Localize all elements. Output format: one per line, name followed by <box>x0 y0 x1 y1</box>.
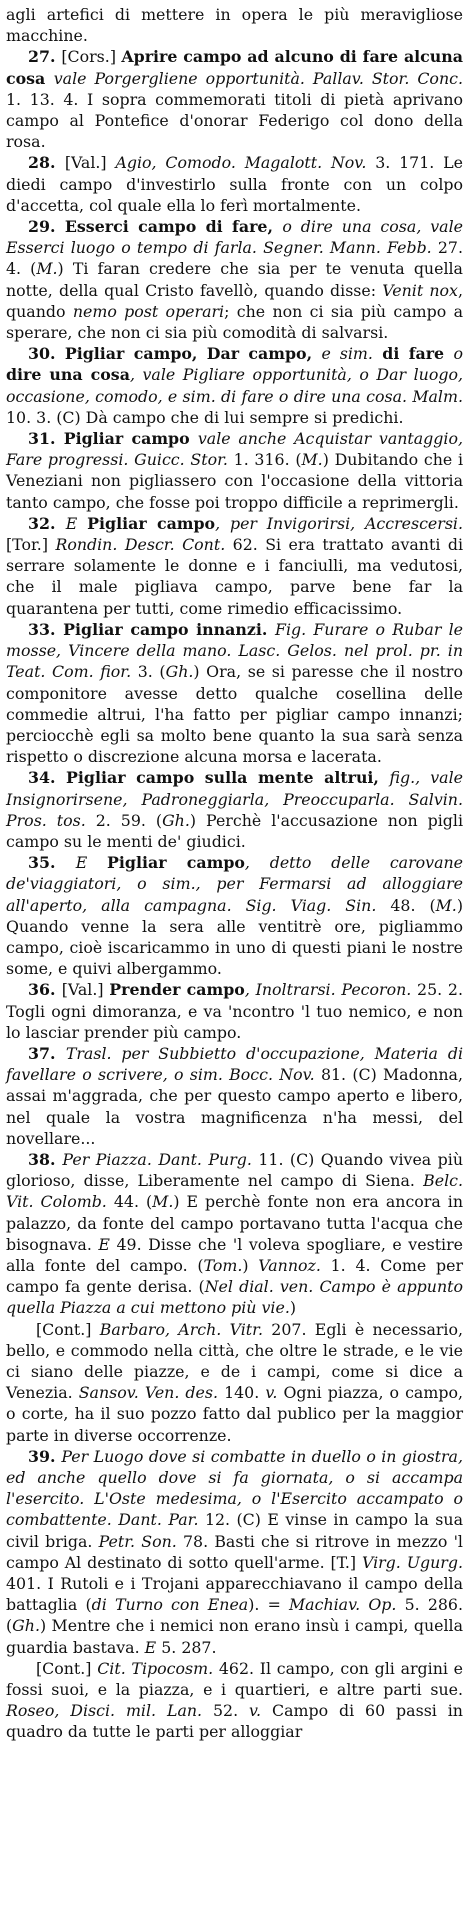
dictionary-entry-e38-cont <box>6 1319 463 1446</box>
entry-text: agli artefici di mettere in opera le più meravigliose macchine. <box>6 5 463 46</box>
entry-heading-text: dire una cosa <box>6 365 130 385</box>
entry-text: 81. (C) Madonna, assai m'aggrada, che per questo campo aperto e libero, nel quale la vostra magnificenza n'ha messi, del novellare... <box>6 1065 463 1148</box>
entry-italic-text: vale anche Acquistar vantaggio, Fare progressi. Guicc. Stor. <box>6 429 463 470</box>
entry-text: 10. 3. (C) Dà campo che di lui sempre si predichi. <box>6 407 404 427</box>
entry-heading-text: 33. <box>28 619 64 639</box>
entry-text: 207. Egli è necessario, bello, e commodo nella città, che oltre le strade, e le vie ci siano delle piazze, e de i campi, come si dice a Venezia. <box>6 1319 463 1403</box>
entry-heading-text: 28. <box>28 153 65 173</box>
dictionary-entry-e35 <box>6 852 463 979</box>
entry-italic-text: Nel dial. ven. Campo è appunto quella Piazza a cui mettono più vie. <box>6 1277 463 1318</box>
entry-text: [Tor.] <box>6 535 56 555</box>
entry-text: 5. 286. ( <box>6 1595 464 1636</box>
entry-text: 1. 316. ( <box>227 450 302 470</box>
entry-text: [Cont.] <box>36 1319 100 1339</box>
entry-italic-text: Gh. <box>165 662 194 682</box>
entry-heading-text: Esserci campo di fare, <box>64 217 283 237</box>
entry-italic-text: Roseo, Disci. mil. Lan. <box>6 1701 203 1721</box>
entry-text: 27. 4. ( <box>6 238 463 279</box>
entry-heading-text: Aprire campo ad alcuno di fare alcuna cosa <box>6 47 464 88</box>
entry-italic-text: , per Invigorirsi, Accrescersi. <box>215 513 464 533</box>
entry-text: 462. Il campo, con gli argini e fossi suoi, e la piazza, e i quartieri, e altre parti sue. <box>6 1658 463 1700</box>
entry-italic-text: vale Porgergliene opportunità. Pallav. Stor. Conc. <box>53 68 463 88</box>
entry-text: Campo di 60 passi in quadro da tutte le parti per alloggiar <box>6 1701 463 1742</box>
entry-heading-text: 36. <box>28 980 62 1000</box>
entry-italic-text: M. <box>301 450 323 470</box>
entry-italic-text: E <box>98 1234 110 1254</box>
entry-italic-text: Vannoz. <box>258 1255 321 1275</box>
entry-text: 401. I Rutoli e i Trojani apparecchiavano il campo della battaglia ( <box>6 1574 463 1615</box>
entry-heading-text: Pigliar campo <box>87 513 216 533</box>
entry-italic-text: M. <box>152 1192 174 1212</box>
entry-text: 49. Disse che 'l voleva spogliare, e vestire alla fonte del campo. ( <box>6 1234 463 1275</box>
entry-text: ) Mentre che i nemici non erano insù i campi, quella guardia bastava. <box>6 1616 463 1657</box>
entry-italic-text: di Turno con Enea <box>91 1595 249 1615</box>
entry-italic-text: Machiav. Op. <box>289 1595 397 1615</box>
entry-italic-text: Cit. Tipocosm. <box>97 1658 214 1678</box>
entry-italic-text: , Inoltrarsi. Pecoron. <box>244 980 412 1000</box>
entry-italic-text: fig., vale Insignorirsene, Padroneggiarla, Preoccuparla. Salvin. Pros. tos. <box>6 768 463 830</box>
dictionary-entry-e37 <box>6 1043 463 1149</box>
entry-italic-text: E <box>144 1637 157 1657</box>
entry-italic-text: Rondin. Descr. Cont. <box>55 535 226 555</box>
entry-italic-text: nemo post operari <box>72 301 225 321</box>
entry-heading-text: di fare <box>372 344 454 364</box>
entry-text: ) Ti faran credere che sia per te venuta quella notte, della qual Cristo favellò, quando disse: <box>6 259 463 300</box>
entry-text: ) Dubitando che i Veneziani non pigliassero con l'occasione della vittoria tanto campo, che fosse poi troppo difficile a reprimergli. <box>6 450 463 512</box>
entry-italic-text: Venit nox <box>382 280 458 300</box>
dictionary-entry-cont-26 <box>6 4 463 46</box>
dictionary-entry-e38 <box>6 1149 463 1319</box>
entry-text: ) Ora, se si paresse che il nostro componitore avesse detto qualche cosellina delle commedie altrui, l'ha fatto per pigliar campo innanzi; perciocchè egli sa molto bene quanto la sua sarà senza rispetto o discrezione alcuna morsa e lacerata. <box>6 662 463 767</box>
entry-heading-text: Pigliar campo sulla mente altrui, <box>66 768 390 788</box>
entry-heading-text: 39. <box>28 1446 62 1466</box>
entry-text: 140. <box>218 1383 266 1403</box>
entry-italic-text: Petr. Son. <box>98 1531 177 1551</box>
entry-heading-text: 27. <box>28 47 62 67</box>
dictionary-entry-e31 <box>6 428 463 513</box>
entry-italic-text: , detto delle carovane de'viaggiatori, o sim., per Fermarsi ad alloggiare all'aperto, alla campagna. Sig. Viag. Sin. <box>6 853 464 915</box>
entry-text: ) Perchè l'accusazione non pigli campo su le menti de' giudici. <box>6 810 463 851</box>
entry-text: 11. (C) Quando vivea più glorioso, disse, Liberamente nel campo di Siena. <box>6 1149 464 1191</box>
entry-italic-text: Belc. Vit. Colomb. <box>6 1171 463 1212</box>
entry-text: , quando <box>6 280 463 321</box>
dictionary-entry-e36 <box>6 979 463 1043</box>
entry-italic-text: v. <box>265 1383 278 1403</box>
entry-heading-text: 32. <box>28 513 66 533</box>
entry-text: 2. 59. ( <box>85 810 163 830</box>
entry-italic-text: Fig. Furare o Rubar le mosse, Vincere della mano. Lasc. Gelos. nel prol. pr. in Teat. Com. fior. <box>6 619 463 682</box>
entry-text: 12. (C) E vinse in campo la sua civil briga. <box>6 1510 463 1551</box>
entry-italic-text: Gh. <box>162 810 190 830</box>
entry-text: [Val.] <box>61 980 110 1000</box>
dictionary-entry-e39-cont <box>6 1658 463 1743</box>
entry-text: 5. 287. <box>156 1637 217 1657</box>
entry-text: 1. 13. 4. I sopra commemorati titoli di pietà aprivano campo al Pontefice d'onorar Federigo col dono della rosa. <box>6 89 463 152</box>
entry-heading-text: 29. <box>28 217 65 237</box>
entry-text: ) <box>242 1255 259 1275</box>
entry-text: ) E perchè fonte non era ancora in palazzo, da fonte del campo portavano tutta l'acqua che bisognava. <box>6 1192 463 1254</box>
entry-heading-text: Pigliar campo <box>107 853 245 873</box>
entry-text: 62. Si era trattato avanti di serrare solamente le donne e i fanciulli, ma vedutosi, che il male pigliava campo, parve bene far la quarantena per tutti, come rimedio efficacissimo. <box>6 535 463 618</box>
entry-text: ) Quando venne la sera alle ventitrè ore, pigliammo campo, cioè iscaricammo in uno di questi piani le nostre some, e quivi albergammo. <box>6 895 463 979</box>
entry-text: 48. ( <box>376 895 436 915</box>
entry-text: 78. Basti che si ritrove in mezzo 'l campo Al destinato di sotto quell'arme. [T.] <box>6 1531 463 1572</box>
entry-italic-text: Tom. <box>203 1255 243 1275</box>
entry-heading-text: 37. <box>28 1043 66 1063</box>
entry-italic-text: o dire una cosa <box>282 217 417 237</box>
entry-text: ). = <box>248 1595 289 1615</box>
entry-heading-text: 38. <box>28 1149 63 1169</box>
entry-text: Ogni piazza, o campo, o corte, ha il suo pozzo fatto dal publico per la maggior parte in diverse occorrenze. <box>6 1383 463 1445</box>
entry-heading-text: Pigliar campo, Dar campo, <box>64 344 322 364</box>
entry-italic-text: E <box>75 853 108 873</box>
entry-italic-text: Barbaro, Arch. Vitr. <box>99 1319 263 1339</box>
entry-italic-text: , vale Esserci luogo o tempo di farla. Segner. Mann. Febb. <box>6 217 464 258</box>
entry-text: 52. <box>202 1701 249 1721</box>
entry-heading-text: 31. <box>28 429 64 449</box>
dictionary-entry-e34 <box>6 767 463 852</box>
entry-text: 1. 4. Come per campo fa gente derisa. ( <box>6 1255 463 1297</box>
entry-italic-text: o <box>453 344 464 364</box>
entry-italic-text: , vale Pigliare opportunità, o Dar luogo, occasione, comodo, e sim. di fare o dire una cosa. Malm. <box>6 365 463 406</box>
dictionary-entry-e32 <box>6 513 463 619</box>
entry-text: 25. 2. Togli ogni dimoranza, e va 'ncontro 'l tuo nemico, e non lo lasciar prender più campo. <box>6 980 463 1042</box>
dictionary-entry-e30 <box>6 343 463 428</box>
entry-italic-text: Gh. <box>12 1616 40 1636</box>
entry-heading-text: 30. <box>28 344 65 364</box>
entry-heading-text: Pigliar campo innanzi. <box>63 619 275 639</box>
entry-italic-text: e sim. <box>321 344 373 364</box>
entry-italic-text: Virg. Ugurg. <box>361 1552 463 1572</box>
entry-text: ; che non ci sia più campo a sperare, che non ci sia più comodità di salvarsi. <box>6 301 463 343</box>
entry-italic-text: E <box>65 513 88 533</box>
entry-text: [Cont.] <box>36 1658 98 1678</box>
entry-italic-text: M. <box>36 259 58 279</box>
dictionary-entry-e29 <box>6 216 463 343</box>
dictionary-entry-e39 <box>6 1446 463 1658</box>
dictionary-entry-e27 <box>6 46 463 152</box>
entry-italic-text: v. <box>249 1701 262 1721</box>
dictionary-entry-e33 <box>6 619 463 767</box>
entry-text: [Val.] <box>64 153 116 173</box>
entry-italic-text: Trasl. per Subbietto d'occupazione, Materia di favellare o scrivere, o sim. Bocc. Nov. <box>6 1043 464 1085</box>
entry-text: 3. ( <box>131 662 166 682</box>
entry-heading-text: 34. <box>28 768 67 788</box>
dictionary-entry-e28 <box>6 152 463 216</box>
entry-italic-text: Sansov. Ven. des. <box>78 1383 219 1403</box>
entry-text: 3. 171. Le diedi campo d'investirlo sulla fronte con un colpo d'accetta, col quale ella lo ferì mortalmente. <box>6 153 463 215</box>
entry-heading-text: Pigliar campo <box>63 429 198 449</box>
entry-text: [Cors.] <box>61 47 122 67</box>
entry-italic-text: Per Luogo dove si combatte in duello o in giostra, ed anche quello dove si fa giornata, o si accampa l'esercito. L'Oste medesima, o l'Esercito accampato o combattente. Dant. Par. <box>6 1446 463 1530</box>
entry-heading-text: Prender campo <box>109 980 245 1000</box>
entry-text: 44. ( <box>106 1192 153 1212</box>
entry-italic-text: M. <box>435 895 457 915</box>
entry-italic-text: Per Piazza. Dant. Purg. <box>62 1149 252 1169</box>
entry-text: ) <box>289 1298 297 1318</box>
entry-heading-text: 35. <box>28 853 76 873</box>
entry-italic-text: Agio, Comodo. Magalott. Nov. <box>115 153 367 173</box>
